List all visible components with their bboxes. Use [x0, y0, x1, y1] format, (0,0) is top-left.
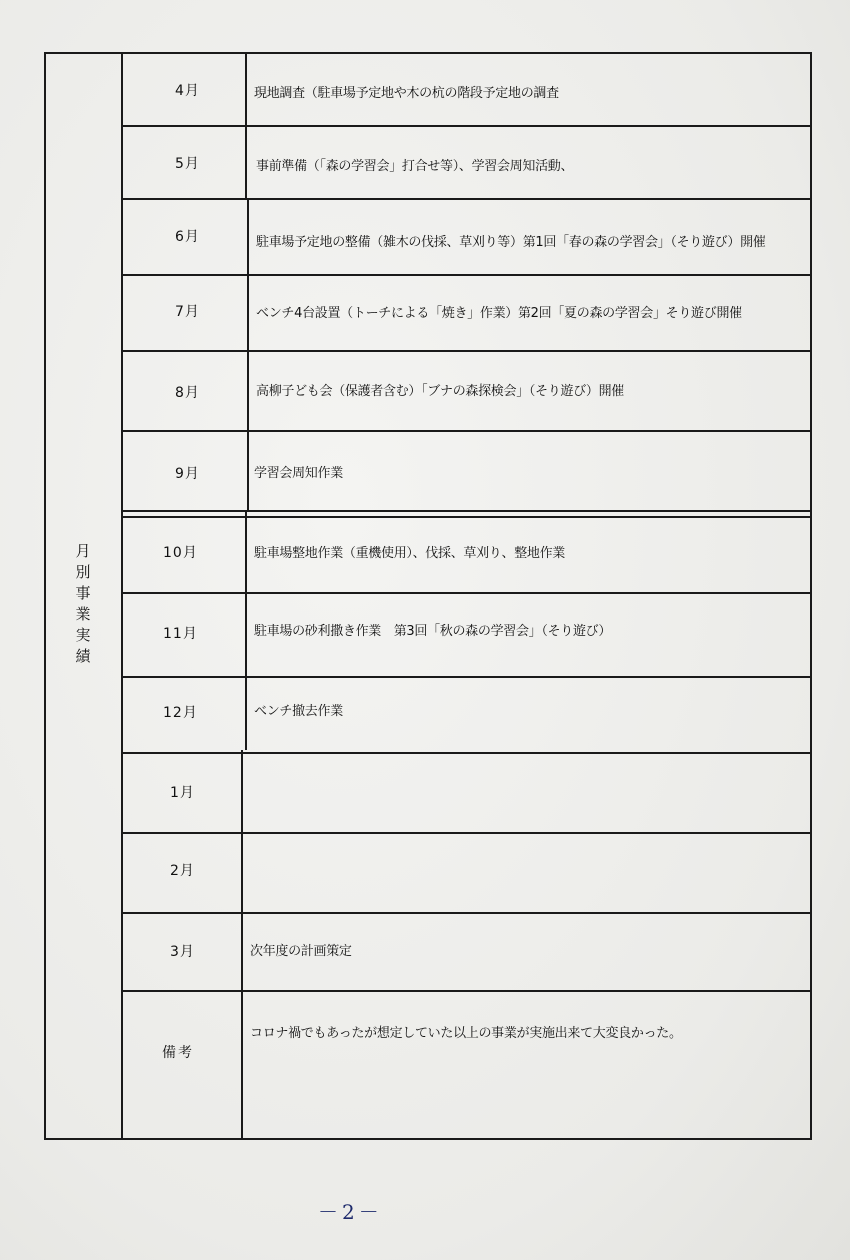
row-content: 現地調査（駐車場予定地や木の杭の階段予定地の調査 — [254, 86, 559, 101]
month-label: 7月 — [175, 304, 200, 320]
row-content: 高柳子ども会（保護者含む）「ブナの森探検会」（そり遊び）開催 — [256, 384, 625, 399]
row-content: 事前準備（「森の学習会」打合せ等）、学習会周知活動、 — [256, 159, 574, 174]
row-content: ベンチ撤去作業 — [254, 704, 343, 719]
month-label: 5月 — [175, 156, 200, 172]
month-label: 9月 — [175, 466, 200, 482]
row-content: ベンチ4台設置（トーチによる「焼き」作業）第2回「夏の森の学習会」そり遊び開催 — [256, 306, 742, 321]
month-label: 8月 — [175, 385, 200, 401]
month-label: 2月 — [170, 863, 195, 879]
category-label: 月別事業実績 — [73, 543, 92, 669]
month-label: 12月 — [163, 705, 198, 721]
month-label: 11月 — [163, 626, 198, 642]
row-content: 次年度の計画策定 — [250, 944, 352, 959]
row-content: 駐車場整地作業（重機使用）、伐採、草刈り、整地作業 — [254, 546, 566, 561]
month-label: 10月 — [163, 545, 198, 561]
month-label: 3月 — [170, 944, 195, 960]
row-content: 駐車場の砂利撒き作業 第3回「秋の森の学習会」（そり遊び） — [254, 624, 612, 639]
row-content: 学習会周知作業 — [254, 466, 343, 481]
category-cell — [44, 52, 122, 1140]
month-label: 1月 — [170, 785, 195, 801]
page-number: －2－ — [318, 1200, 383, 1224]
month-label: 4月 — [175, 83, 200, 99]
row-content: 駐車場予定地の整備（雑木の伐採、草刈り等）第1回「春の森の学習会」（そり遊び）開催 — [256, 235, 766, 250]
month-label: 6月 — [175, 229, 200, 245]
remarks-content: コロナ禍でもあったが想定していた以上の事業が実施出来て大変良かった。 — [250, 1026, 682, 1041]
remarks-label: 備考 — [162, 1045, 194, 1061]
